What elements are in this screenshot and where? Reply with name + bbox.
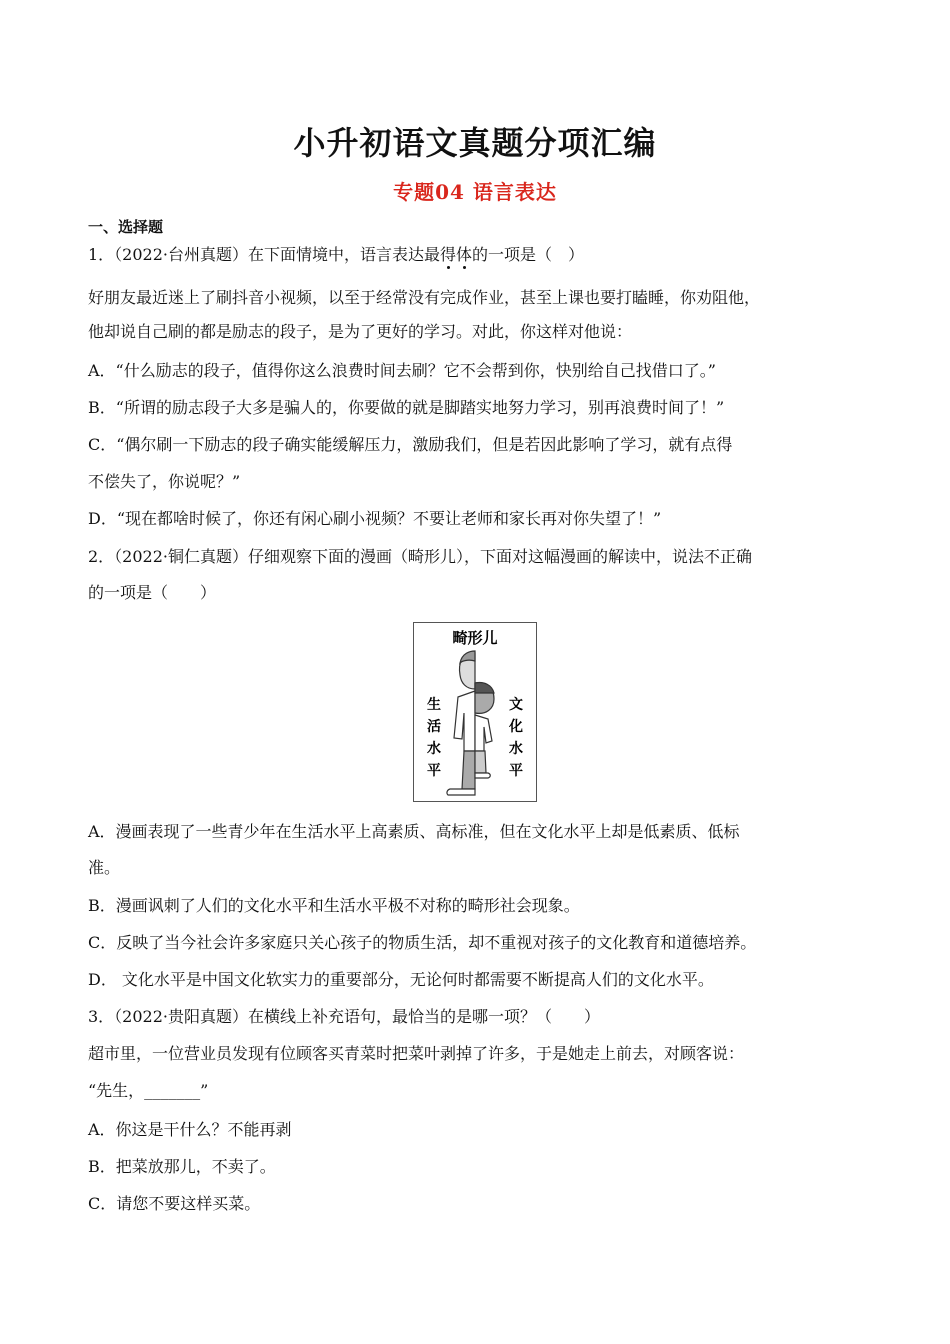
cartoon-illustration	[413, 622, 537, 802]
cartoon-right-char: 文	[509, 697, 523, 713]
q1-stem-prefix: 1．（2022·台州真题）在下面情境中，语言表达最	[88, 245, 440, 264]
q1-option-d: D．“现在都啥时候了，你还有闲心刷小视频？不要让老师和家长再对你失望了！”	[88, 509, 662, 528]
q2-option-a-line-1: A．漫画表现了一些青少年在生活水平上高素质、高标准，但在文化水平上却是低素质、低标	[88, 822, 740, 841]
cartoon-left-char: 水	[427, 741, 441, 757]
q3-stem: 3．（2022·贵阳真题）在横线上补充语句，最恰当的是哪一项？（ ）	[88, 1007, 600, 1026]
small-body-right-half	[475, 682, 494, 778]
cartoon-title: 畸形儿	[452, 629, 498, 647]
q2-stem-line-1: 2．（2022·铜仁真题）仔细观察下面的漫画（畸形儿），下面对这幅漫画的解读中，说法不正确	[88, 547, 752, 566]
q3-context-line-2: “先生，_______”	[88, 1081, 209, 1100]
cartoon-left-char: 活	[427, 719, 441, 735]
q1-context-line-2: 他却说自己刷的都是励志的段子，是为了更好的学习。对此，你这样对他说：	[88, 322, 633, 341]
q3-option-b: B．把菜放那儿，不卖了。	[88, 1157, 276, 1176]
q3-context-line-1: 超市里，一位营业员发现有位顾客买青菜时把菜叶剥掉了许多，于是她走上前去，对顾客说：	[88, 1044, 745, 1063]
cartoon-right-char: 化	[509, 719, 523, 735]
q2-stem-line-2: 的一项是（ ）	[88, 583, 217, 602]
q1-option-c-line-2: 不偿失了，你说呢？”	[88, 472, 241, 491]
q3-option-c: C．请您不要这样买菜。	[88, 1194, 261, 1213]
q2-option-b: B．漫画讽刺了人们的文化水平和生活水平极不对称的畸形社会现象。	[88, 896, 580, 915]
q2-option-d: D． 文化水平是中国文化软实力的重要部分，无论何时都需要不断提高人们的文化水平。	[88, 970, 714, 989]
q2-option-a-line-2: 准。	[88, 858, 121, 877]
cartoon-left-char: 生	[427, 697, 441, 713]
q1-context-line-1: 好朋友最近迷上了刷抖音小视频，以至于经常没有完成作业，甚至上课也要打瞌睡，你劝阻他，	[88, 288, 761, 307]
cartoon-left-char: 平	[427, 763, 441, 779]
q1-dotted-char-1: 得	[440, 245, 457, 264]
q3-option-a: A．你这是干什么？不能再剥	[88, 1120, 292, 1139]
q1-stem	[88, 244, 584, 266]
q2-option-c: C．反映了当今社会许多家庭只关心孩子的物质生活，却不重视对孩子的文化教育和道德培养。	[88, 933, 757, 952]
page-subtitle: 专题04 语言表达	[393, 180, 557, 204]
q1-stem-suffix: 的一项是（ ）	[472, 245, 585, 264]
q1-option-c-line-1: C．“偶尔刷一下励志的段子确实能缓解压力，激励我们，但是若因此影响了学习，就有点得	[88, 435, 733, 454]
q1-option-b: B．“所谓的励志段子大多是骗人的，你要做的就是脚踏实地努力学习，别再浪费时间了！”	[88, 398, 725, 417]
cartoon-right-char: 平	[509, 763, 523, 779]
cartoon-drawing	[414, 623, 536, 801]
big-body-left-half	[447, 651, 475, 795]
q1-option-a: A．“什么励志的段子，值得你这么浪费时间去刷？它不会帮到你，快别给自己找借口了。”	[88, 361, 716, 380]
cartoon-right-char: 水	[509, 741, 523, 757]
page-title: 小升初语文真题分项汇编	[293, 124, 657, 162]
section-heading: 一、选择题	[88, 218, 164, 236]
q1-dotted-char-2: 体	[456, 245, 473, 264]
